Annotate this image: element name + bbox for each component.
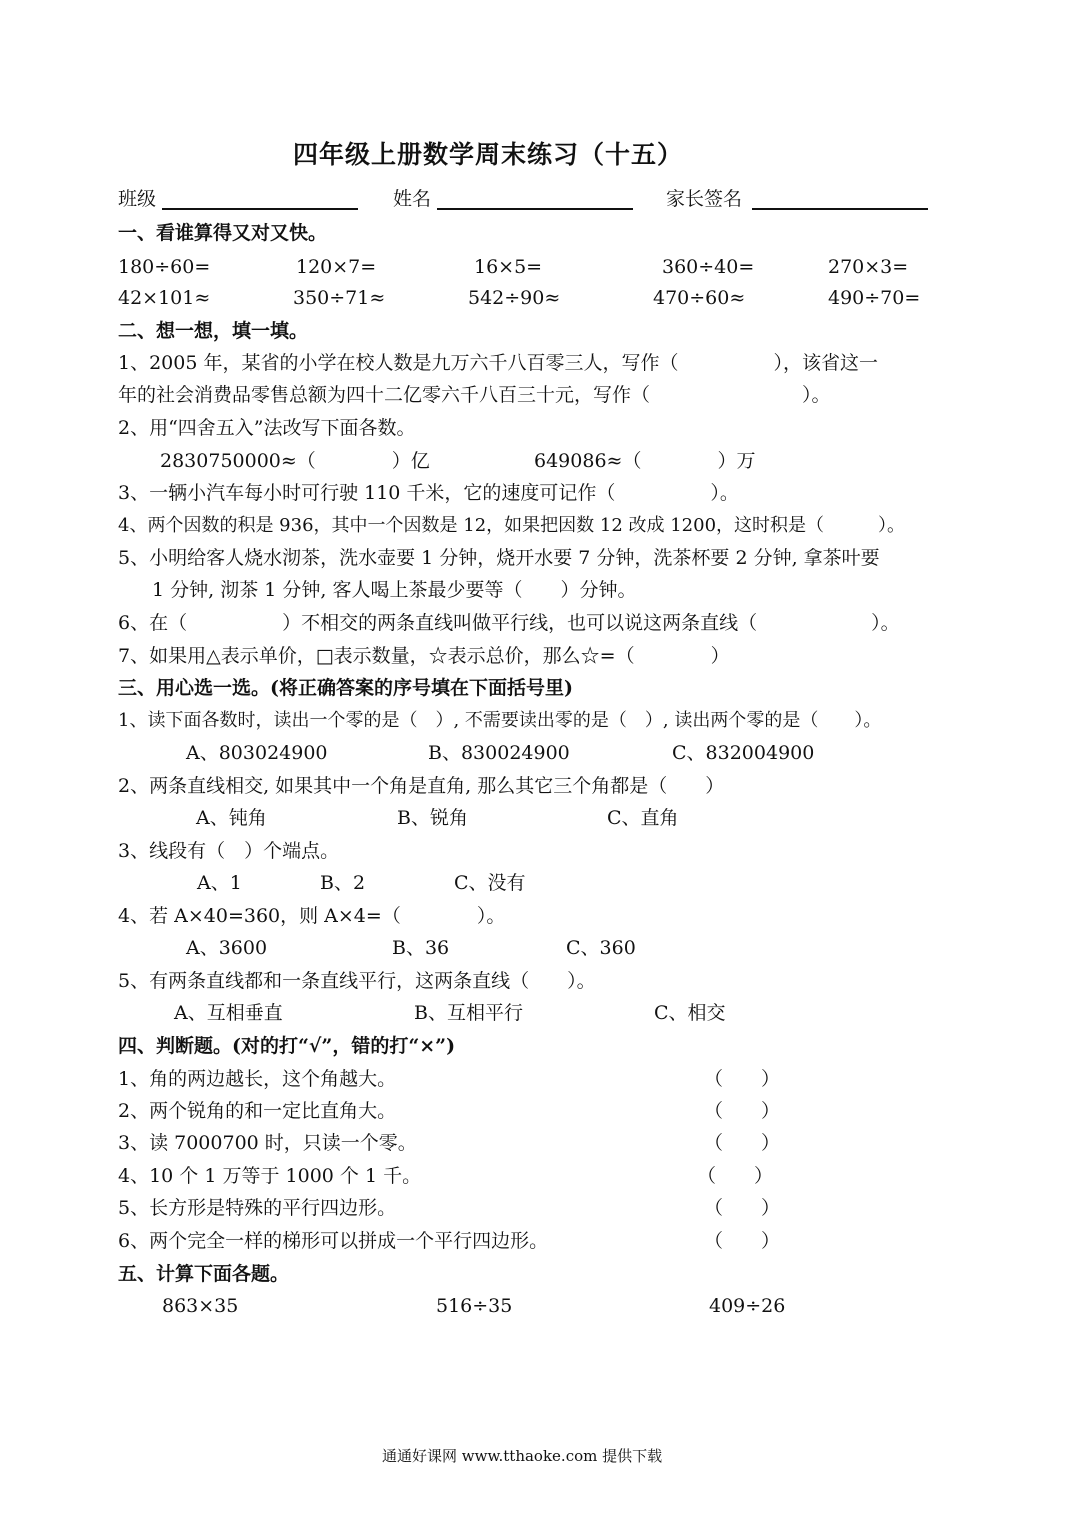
judge-item: 3、读 7000700 时，只读一个零。 — [118, 1132, 417, 1154]
calc-item: 180÷60= — [118, 256, 211, 278]
choice-question-3: 3、线段有（ ）个端点。 — [118, 840, 340, 862]
fill-question-2: 2、用“四舍五入”法改写下面各数。 — [118, 417, 416, 439]
choice-option: B、锐角 — [397, 807, 468, 829]
calc-item: 120×7= — [296, 256, 377, 278]
choice-option: B、830024900 — [428, 742, 570, 764]
choice-option: C、直角 — [607, 807, 679, 829]
choice-option: C、相交 — [654, 1002, 726, 1024]
calc-item: 42×101≈ — [118, 287, 211, 309]
choice-option: A、互相垂直 — [174, 1002, 283, 1024]
name-label: 姓名 — [393, 188, 432, 210]
choice-option: C、没有 — [454, 872, 526, 894]
page-title: 四年级上册数学周末练习（十五） — [293, 140, 684, 169]
judge-item: 5、长方形是特殊的平行四边形。 — [118, 1197, 397, 1219]
fill-question-5a: 5、小明给客人烧水沏茶，洗水壶要 1 分钟，烧开水要 7 分钟，洗茶杯要 2 分钟, 拿茶叶要 — [118, 547, 880, 569]
choice-option: A、1 — [197, 872, 242, 894]
section-2-heading: 二、想一想，填一填。 — [118, 320, 309, 342]
choice-option: C、360 — [566, 937, 636, 959]
name-field[interactable] — [437, 208, 633, 210]
judge-bracket[interactable]: （ ） — [697, 1165, 774, 1187]
compute-item: 409÷26 — [709, 1295, 786, 1317]
judge-item: 2、两个锐角的和一定比直角大。 — [118, 1100, 397, 1122]
choice-option: A、3600 — [186, 937, 268, 959]
fill-question-4: 4、两个因数的积是 936，其中一个因数是 12，如果把因数 12 改成 1200，这时积是（ ）。 — [118, 515, 906, 536]
parent-signature-label: 家长签名 — [666, 188, 743, 210]
class-label: 班级 — [118, 188, 157, 210]
fill-question-6: 6、在（ ）不相交的两条直线叫做平行线，也可以说这两条直线（ ）。 — [118, 612, 900, 634]
calc-item: 470÷60≈ — [653, 287, 746, 309]
choice-question-4: 4、若 A×40=360，则 A×4=（ ）。 — [118, 905, 506, 927]
section-5-heading: 五、计算下面各题。 — [118, 1263, 290, 1285]
class-field[interactable] — [162, 208, 358, 210]
fill-question-7: 7、如果用△表示单价，□表示数量，☆表示总价，那么☆=（ ） — [118, 645, 730, 667]
calc-item: 350÷71≈ — [293, 287, 386, 309]
choice-option: C、832004900 — [672, 742, 815, 764]
judge-bracket[interactable]: （ ） — [704, 1068, 781, 1090]
section-3-heading: 三、用心选一选。(将正确答案的序号填在下面括号里) — [118, 677, 573, 699]
footer-credit: 通通好课网 www.tthaoke.com 提供下载 — [382, 1447, 663, 1465]
compute-item: 516÷35 — [436, 1295, 513, 1317]
judge-bracket[interactable]: （ ） — [704, 1230, 781, 1252]
choice-question-5: 5、有两条直线都和一条直线平行，这两条直线（ ）。 — [118, 970, 596, 992]
judge-bracket[interactable]: （ ） — [704, 1197, 781, 1219]
section-1-heading: 一、看谁算得又对又快。 — [118, 222, 328, 244]
calc-item: 16×5= — [474, 256, 543, 278]
calc-item: 360÷40= — [662, 256, 755, 278]
judge-item: 1、角的两边越长，这个角越大。 — [118, 1068, 397, 1090]
choice-option: B、2 — [320, 872, 366, 894]
parent-signature-field[interactable] — [752, 208, 928, 210]
compute-item: 863×35 — [162, 1295, 239, 1317]
choice-option: A、钝角 — [196, 807, 267, 829]
choice-option: A、803024900 — [186, 742, 328, 764]
fill-question-2b: 649086≈（ ）万 — [534, 450, 756, 472]
calc-item: 270×3= — [828, 256, 909, 278]
choice-option: B、互相平行 — [414, 1002, 523, 1024]
choice-question-2: 2、两条直线相交, 如果其中一个角是直角, 那么其它三个角都是（ ） — [118, 775, 725, 797]
calc-item: 490÷70= — [828, 287, 921, 309]
judge-item: 6、两个完全一样的梯形可以拼成一个平行四边形。 — [118, 1230, 549, 1252]
fill-question-1a: 1、2005 年，某省的小学在校人数是九万六千八百零三人，写作（ ），该省这一 — [118, 352, 878, 374]
section-4-heading: 四、判断题。(对的打“√”，错的打“×”) — [118, 1035, 456, 1057]
judge-item: 4、10 个 1 万等于 1000 个 1 千。 — [118, 1165, 422, 1187]
judge-bracket[interactable]: （ ） — [704, 1132, 781, 1154]
choice-option: B、36 — [392, 937, 450, 959]
fill-question-2a: 2830750000≈（ ）亿 — [160, 450, 430, 472]
fill-question-5b: 1 分钟, 沏茶 1 分钟, 客人喝上茶最少要等（ ）分钟。 — [152, 579, 637, 601]
fill-question-1b: 年的社会消费品零售总额为四十二亿零六千八百三十元，写作（ ）。 — [118, 384, 831, 406]
calc-item: 542÷90≈ — [468, 287, 561, 309]
fill-question-3: 3、一辆小汽车每小时可行驶 110 千米，它的速度可记作（ ）。 — [118, 482, 739, 504]
judge-bracket[interactable]: （ ） — [704, 1100, 781, 1122]
choice-question-1: 1、读下面各数时，读出一个零的是（ ）, 不需要读出零的是（ ）, 读出两个零的是（ ）。 — [118, 710, 882, 731]
